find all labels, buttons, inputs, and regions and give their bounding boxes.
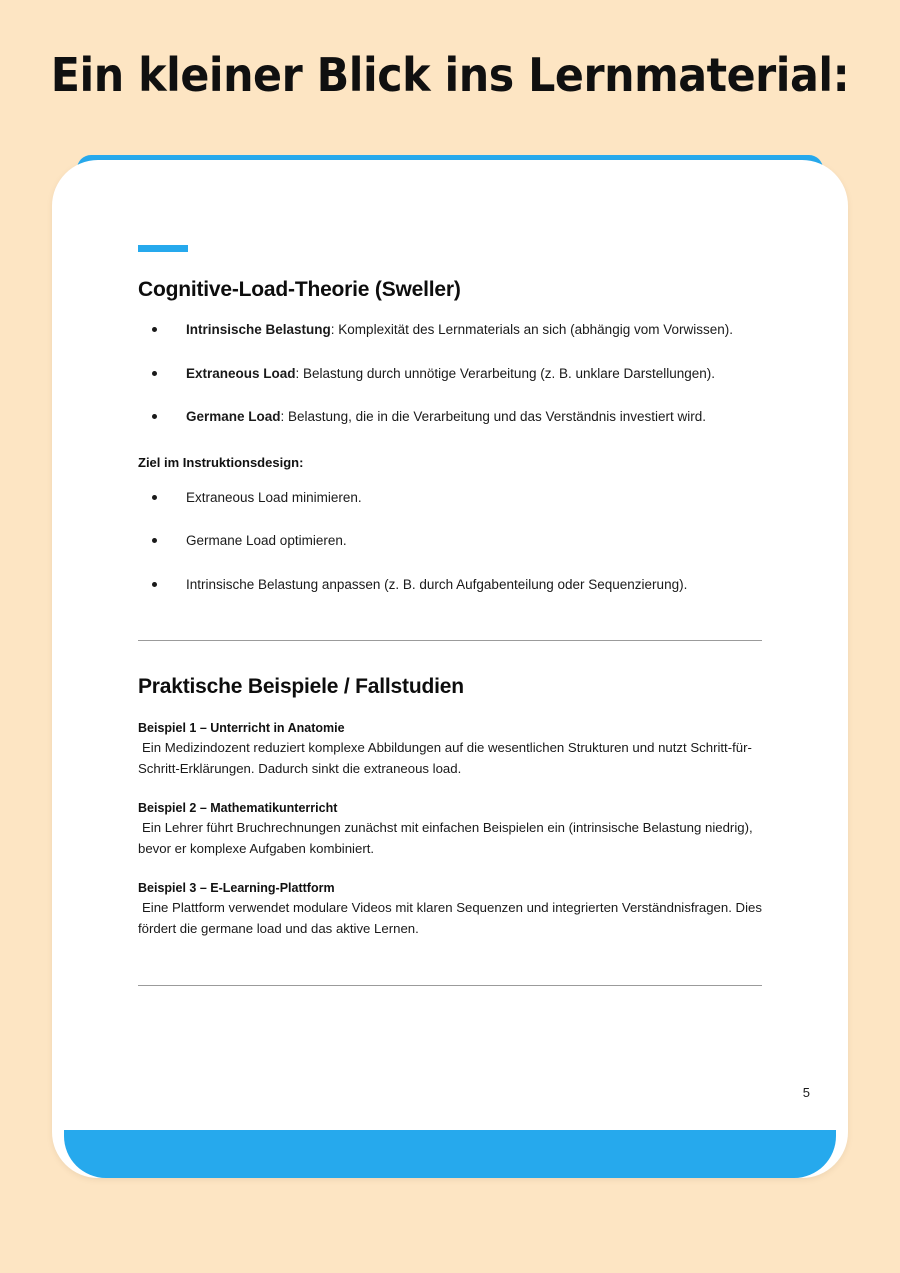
example-body: Ein Lehrer führt Bruchrechnungen zunächst mit einfachen Beispielen ein (intrinsische Belastung niedrig), bevor er komplexe Aufgaben kombiniert. — [138, 820, 753, 856]
list-item — [138, 364, 762, 384]
card-content — [138, 245, 762, 986]
blue-accent-rule — [138, 245, 188, 252]
bullet-rest: : Belastung durch unnötige Verarbeitung (z. B. unklare Darstellungen). — [295, 365, 716, 381]
slide-card — [52, 155, 848, 1183]
bullet-lead: Extraneous Load — [186, 365, 296, 381]
page-number: 5 — [802, 1085, 810, 1100]
bullet-lead: Intrinsische Belastung — [186, 322, 331, 337]
example-block — [138, 721, 762, 779]
bullet-rest: : Belastung, die in die Verarbeitung und das Verständnis investiert wird. — [280, 409, 707, 425]
bullet-lead: Germane Load — [186, 409, 281, 425]
example-body: Ein Medizindozent reduziert komplexe Abbildungen auf die wesentlichen Strukturen und nutzt Schritt-für-Schritt-Erklärungen. Dadurch sinkt die extraneous load. — [138, 740, 752, 776]
example-title: Beispiel 2 – Mathematikunterricht — [138, 801, 338, 816]
examples-heading: Praktische Beispiele / Fallstudien — [138, 675, 464, 699]
section-divider-bottom — [138, 985, 762, 986]
example-body: Eine Plattform verwendet modulare Videos mit klaren Sequenzen und integrierten Verständnisfragen. Dies fördert die germane load und das aktive Lernen. — [138, 900, 762, 936]
section-divider-top — [138, 640, 762, 641]
card-body — [52, 160, 848, 1178]
card-bottom-accent-bar — [64, 1130, 836, 1178]
goal-bullet-list — [138, 488, 762, 595]
list-item: Germane Load optimieren. — [138, 531, 762, 551]
example-block — [138, 801, 762, 859]
example-title: Beispiel 1 – Unterricht in Anatomie — [138, 721, 345, 736]
list-item: Intrinsische Belastung anpassen (z. B. durch Aufgabenteilung oder Sequenzierung). — [138, 575, 762, 595]
theory-heading: Cognitive-Load-Theorie (Sweller) — [138, 278, 461, 301]
example-block — [138, 881, 762, 939]
page-title: Ein kleiner Blick ins Lernmaterial: — [50, 48, 850, 102]
example-title: Beispiel 3 – E-Learning-Plattform — [138, 881, 335, 896]
list-item: Extraneous Load minimieren. — [138, 488, 762, 508]
theory-bullet-list — [138, 320, 762, 427]
bullet-rest: : Komplexität des Lernmaterials an sich (abhängig vom Vorwissen). — [330, 322, 733, 337]
goal-heading: Ziel im Instruktionsdesign: — [138, 454, 304, 470]
list-item — [138, 407, 762, 427]
list-item — [138, 320, 762, 340]
